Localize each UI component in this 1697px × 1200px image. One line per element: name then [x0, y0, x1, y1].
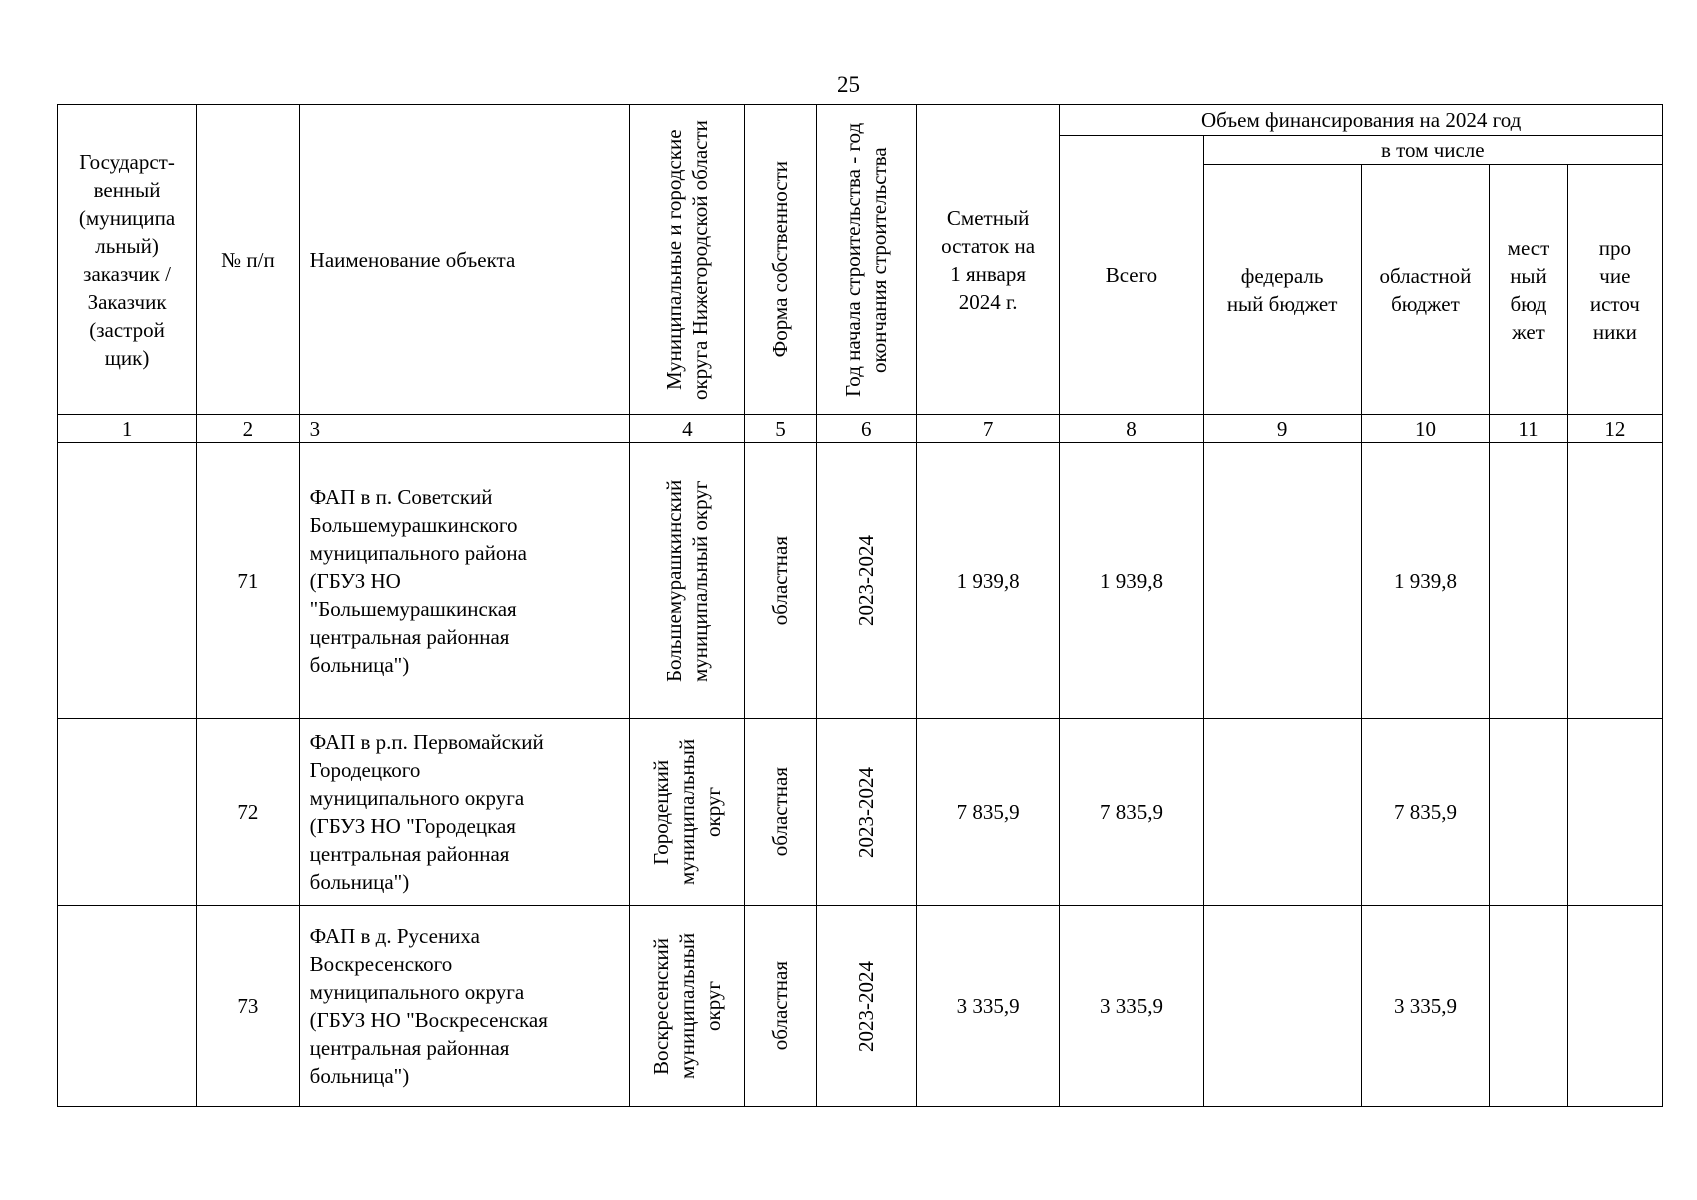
- column-number: 9: [1203, 415, 1361, 443]
- cell-ownership: областная: [745, 443, 816, 719]
- cell-other: [1567, 906, 1662, 1107]
- cell-federal: [1203, 719, 1361, 906]
- cell-years: 2023-2024: [816, 719, 916, 906]
- cell-object-name: ФАП в д. Русениха Воскресенского муниципального округа (ГБУЗ НО "Воскресенская центральная районная больница"): [299, 906, 630, 1107]
- cell-years: 2023-2024: [816, 443, 916, 719]
- cell-regional: 7 835,9: [1361, 719, 1490, 906]
- cell-customer: [58, 719, 197, 906]
- cell-estimate: 3 335,9: [916, 906, 1059, 1107]
- column-number: 4: [630, 415, 745, 443]
- header-including-group: в том числе: [1203, 136, 1662, 165]
- page-number: 25: [837, 72, 860, 97]
- header-other: про чие источ ники: [1567, 165, 1662, 415]
- column-number: 11: [1490, 415, 1567, 443]
- cell-federal: [1203, 443, 1361, 719]
- cell-estimate: 7 835,9: [916, 719, 1059, 906]
- header-regional: областной бюджет: [1361, 165, 1490, 415]
- header-district: Муниципальные и городские округа Нижегородской области: [630, 105, 745, 415]
- header-ownership: Форма собственности: [745, 105, 816, 415]
- column-number: 3: [299, 415, 630, 443]
- header-customer: Государст- венный (муниципа льный) заказчик / Заказчик (застрой щик): [58, 105, 197, 415]
- column-number: 5: [745, 415, 816, 443]
- table-row: [58, 906, 1663, 1107]
- cell-regional: 1 939,8: [1361, 443, 1490, 719]
- column-number: 2: [197, 415, 300, 443]
- cell-federal: [1203, 906, 1361, 1107]
- cell-object-name: ФАП в р.п. Первомайский Городецкого муниципального округа (ГБУЗ НО "Городецкая центральная районная больница"): [299, 719, 630, 906]
- financing-table: [57, 104, 1663, 1107]
- cell-number: 71: [197, 443, 300, 719]
- cell-ownership: областная: [745, 719, 816, 906]
- cell-local: [1490, 906, 1567, 1107]
- cell-local: [1490, 719, 1567, 906]
- cell-district: Городецкий муниципальный округ: [630, 719, 745, 906]
- header-federal: федераль ный бюджет: [1203, 165, 1361, 415]
- cell-district: Воскресенский муниципальный округ: [630, 906, 745, 1107]
- column-number: 8: [1060, 415, 1203, 443]
- cell-other: [1567, 443, 1662, 719]
- cell-object-name: ФАП в п. Советский Большемурашкинского муниципального района (ГБУЗ НО "Большемурашкинская центральная районная больница"): [299, 443, 630, 719]
- cell-number: 73: [197, 906, 300, 1107]
- cell-local: [1490, 443, 1567, 719]
- cell-customer: [58, 906, 197, 1107]
- column-number: 10: [1361, 415, 1490, 443]
- cell-years: 2023-2024: [816, 906, 916, 1107]
- cell-other: [1567, 719, 1662, 906]
- cell-total: 3 335,9: [1060, 906, 1203, 1107]
- header-local: мест ный бюд жет: [1490, 165, 1567, 415]
- header-financing-group: Объем финансирования на 2024 год: [1060, 105, 1663, 136]
- cell-regional: 3 335,9: [1361, 906, 1490, 1107]
- cell-estimate: 1 939,8: [916, 443, 1059, 719]
- cell-total: 1 939,8: [1060, 443, 1203, 719]
- column-number: 1: [58, 415, 197, 443]
- column-number: 7: [916, 415, 1059, 443]
- column-number: 6: [816, 415, 916, 443]
- header-years: Год начала строительства - год окончания строительства: [816, 105, 916, 415]
- cell-ownership: областная: [745, 906, 816, 1107]
- cell-number: 72: [197, 719, 300, 906]
- header-total: Всего: [1060, 136, 1203, 415]
- column-number-row: [58, 415, 1663, 443]
- header-number: № п/п: [197, 105, 300, 415]
- column-number: 12: [1567, 415, 1662, 443]
- header-estimate: Сметный остаток на 1 января 2024 г.: [916, 105, 1059, 415]
- cell-district: Большемурашкинский муниципальный округ: [630, 443, 745, 719]
- table-row: [58, 443, 1663, 719]
- cell-customer: [58, 443, 197, 719]
- table-row: [58, 719, 1663, 906]
- cell-total: 7 835,9: [1060, 719, 1203, 906]
- header-object-name: Наименование объекта: [299, 105, 630, 415]
